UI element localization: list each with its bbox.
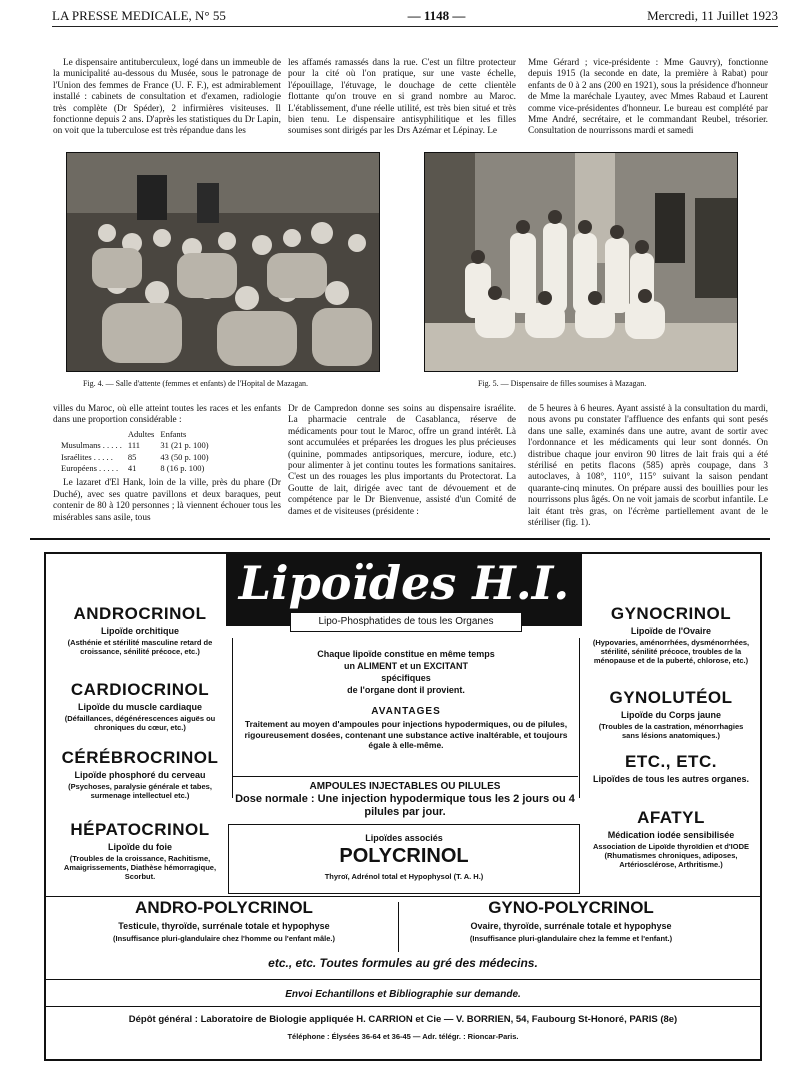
brand-logo: Lipoïdes H.I.: [238, 556, 570, 610]
photo-waiting-room: [66, 152, 380, 372]
table-row: Européens . . . . . 41 8 (16 p. 100): [61, 463, 205, 474]
top-column-2: les affamés ramassés dans la rue. C'est un filtre protecteur pour la cité où l'on pratique, sur une vaste échelle, l'épouillage, l'étuvage, le douchage de cette clientèle flottante qu'on trouve en si grand nombre au Maroc. L'établissement, d'une réelle utilité, est très bien situé et très bien tenu. Le dispensaire antisyphilitique et les filles soumises sont dirigés par les Drs Azémar et Lépinay. Le: [288, 58, 516, 137]
product-gyno-polycrinol: GYNO-POLYCRINOL Ovaire, thyroïde, surrénale totale et hypophyse (Insuffisance pluri-glandulaire chez la femme et l'enfant.): [469, 898, 673, 943]
ad-center-panel: Chaque lipoïde constitue en même temps un ALIMENT et un EXCITANT spécifiques de l'organe dont il provient. AVANTAGES Traitement au moyen d'ampoules pour injections hypodermiques, ou de pilules, rigoureusement dosées, contenant une substance active inaltérable, et toujours égale à elle-même.: [232, 638, 580, 798]
depot-address: Dépôt général : Laboratoire de Biologie appliquée H. CARRION et Cie — V. BORRIEN, 54, Faubourg St-Honoré, PARIS (8e): [128, 1014, 678, 1025]
bottom-column-1: villes du Maroc, où elle atteint toutes les races et les enfants dans une proportion considérable : Adultes Enfants Musulmans . . . . . 111 31 (21 p. 100) Israélites . . . . . 85 43 (50 p. 100) Européens . . . . . 41 8 (16 p. 100) Le lazaret d'El Hank, loin de la ville, près du phare (Dr Duché), avec ses quatre pavillons et deux baraques, peut contenir de 80 à 120 personnes ; là viennent échouer tous les misérables sans asile, tous: [53, 404, 281, 523]
statistics-table: Adultes Enfants Musulmans . . . . . 111 31 (21 p. 100) Israélites . . . . . 85 43 (50 p. 100) Européens . . . . . 41 8 (16 p. 100): [61, 429, 215, 475]
bottom-column-3: de 5 heures à 6 heures. Ayant assisté à la consultation du mardi, nous avons pu constater l'affluence des enfants qui sont pesés dans une salle, examinés dans une autre, avant de sortir avec l'ordonnance et les médicaments qui leur sont donnés. On distribue chaque jour environ 90 litres de lait frais qui a été stérilisé en petits flacons (585) après coupage, dans 3 autoclaves, à 108°, 110°, 115° suivant la saison pendant quarante-cinq minutes. On prépare aussi des bouillies pour les nourrissons plus âgés. On ne voit jamais de scorbut infantile. Le lait étant très gras, on l'écrème partiellement avant de le stériliser (fig. 1).: [528, 404, 768, 529]
polycrinol-box: Lipoïdes associés POLYCRINOL Thyroï, Adrénol total et Hypophysol (T. A. H.): [228, 824, 580, 894]
bottom-column-2: Dr de Campredon donne ses soins au dispensaire israélite. La pharmacie centrale de Casablanca, réserve de médicaments pour tout le Maroc, offre un grand intérêt. Là sont accumulées et préparées les drogues les plus précieuses (quinine, pommades antipsoriques, mercure, iodure, etc.) pour alimenter à jet continu toutes les formations sanitaires. C'est un des rouages les plus importants du Protectorat. La Goutte de lait, dirigée avec tant de dévouement et de compétence par le Dr Bienvenue, assisté d'un Comité de dames et de visiteuses (présidente :: [288, 404, 516, 517]
product-andro-polycrinol: ANDRO-POLYCRINOL Testicule, thyroïde, surrénale totale et hypophyse (Insuffisance pluri-glandulaire chez l'homme ou l'enfant mâle.): [113, 898, 335, 943]
top-column-3: Mme Gérard ; vice-présidente : Mme Gauvry), fonctionne depuis 1915 (la seconde en date, la première à Rabat) pour enfants de 0 à 2 ans (200 en 1921), sous la présidence d'honneur de Mme la maréchale Lyautey, avec Mmes Rabaud et Laurent comme vice-présidentes d'honneur. Le bureau est complété par Mme André, secrétaire, et le commandant Reubel, trésorier. Consultation de nourrissons mardi et samedi: [528, 58, 768, 137]
formulas-line: etc., etc. Toutes formules au gré des médecins.: [268, 956, 538, 970]
product-gynoluteol: GYNOLUTÉOL Lipoïde du Corps jaune (Troubles de la castration, ménorrhagies sans lésions anatomiques.): [598, 688, 744, 740]
advertisement-lipoides: [44, 552, 762, 1061]
issue-date: Mercredi, 11 Juillet 1923: [647, 8, 778, 23]
photo-dispensary-group: [424, 152, 738, 372]
table-row: Israélites . . . . . 85 43 (50 p. 100): [61, 451, 209, 462]
samples-line: Envoi Echantillons et Bibliographie sur demande.: [285, 989, 521, 1000]
figure-5-caption: Fig. 5. — Dispensaire de filles soumises à Mazagan.: [478, 379, 647, 388]
table-row: Musulmans . . . . . 111 31 (21 p. 100): [61, 440, 209, 451]
ampoules-panel: AMPOULES INJECTABLES OU PILULES Dose normale : Une injection hypodermique tous les 2 jours ou 4 pilules par jour.: [232, 776, 578, 813]
telephone-line: Téléphone : Élysées 36-64 et 36-45 — Adr. télégr. : Rioncar-Paris.: [287, 1032, 519, 1041]
product-androcrinol: ANDROCRINOL Lipoïde orchitique (Asthénie et stérilité masculine retard de croissance, sénilité précoce, etc.): [67, 604, 213, 656]
product-cardiocrinol: CARDIOCRINOL Lipoïde du muscle cardiaque (Défaillances, dégénérescences aiguës ou chroniques du cœur, etc.): [64, 680, 216, 732]
product-afatyl: AFATYL Médication iodée sensibilisée Association de Lipoïde thyroïdien et d'IODE (Rhumatismes chroniques, adiposes, Artériosclérose, Arthritisme.): [593, 808, 749, 869]
divider-line: [46, 1006, 760, 1007]
top-column-1: Le dispensaire antituberculeux, logé dans un immeuble de la municipalité au-dessous du Musée, sous le patronage de l'Union des femmes de France (U. F. F.), est admirablement installé : cabinets de consultation et d'examen, radiologie très complète (Dr Spéder), 2 infirmières visiteuses. Il fonctionne depuis 2 ans. D'après les statistiques du Dr Lapin, on voit que la tuberculose est très répandue dans les: [53, 58, 281, 137]
section-divider: [30, 538, 770, 540]
divider-line: [46, 896, 760, 897]
product-gynocrinol: GYNOCRINOL Lipoïde de l'Ovaire (Hypovaries, aménorrhées, dysménorrhées, stérilité, sénilité précoce, troubles de la ménopause et de la puberté, chlorose, etc.): [592, 604, 750, 665]
page-header: [52, 6, 778, 27]
divider-line: [46, 979, 760, 980]
journal-title: LA PRESSE MEDICALE, N° 55: [52, 8, 226, 23]
avantages-heading: AVANTAGES: [371, 706, 441, 717]
brand-subtitle: Lipo-Phosphatides de tous les Organes: [290, 612, 522, 632]
page-number: — 1148 —: [407, 8, 466, 23]
product-hepatocrinol: HÉPATOCRINOL Lipoïde du foie (Troubles de la croissance, Rachitisme, Amaigrissements, Diathèse hémorragique, Scorbut.: [63, 820, 217, 881]
figure-4-caption: Fig. 4. — Salle d'attente (femmes et enfants) de l'Hopital de Mazagan.: [83, 379, 309, 388]
product-etc: ETC., ETC. Lipoïdes de tous les autres organes.: [592, 752, 750, 784]
product-cerebrocrinol: CÉRÉBROCRINOL Lipoïde phosphoré du cerveau (Psychoses, paralysie générale et tabes, surmenage intellectuel etc.): [61, 748, 219, 800]
